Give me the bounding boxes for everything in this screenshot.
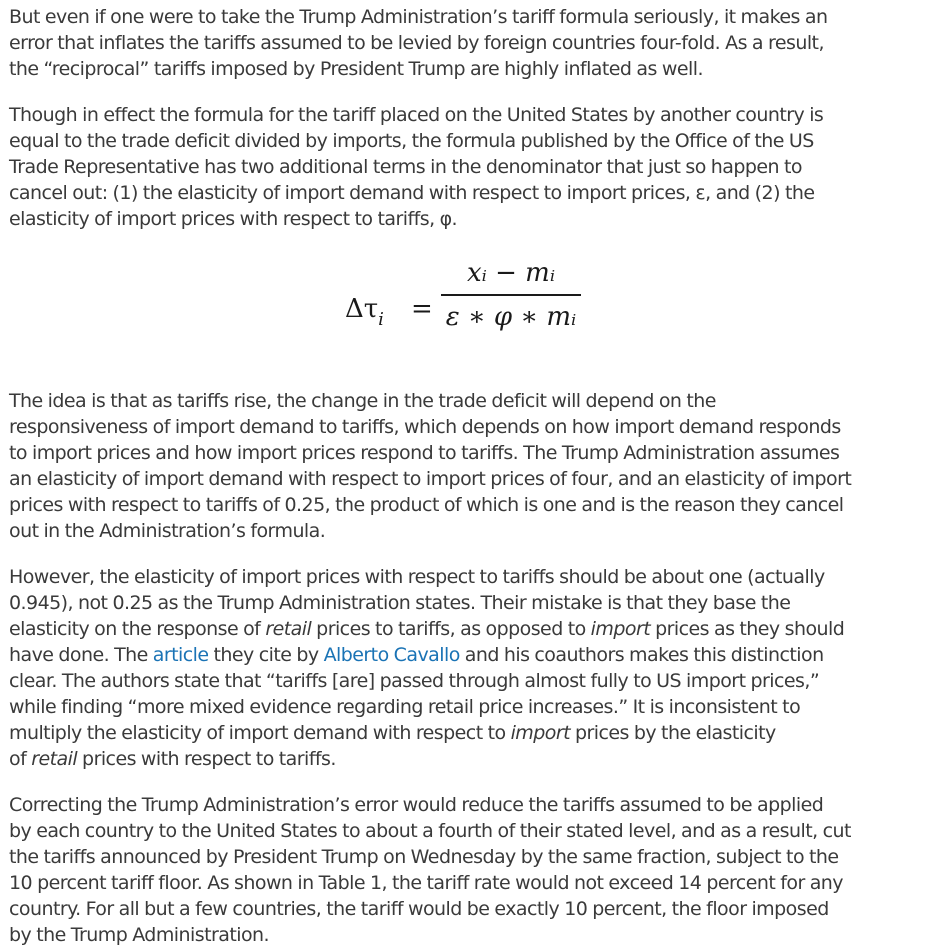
paragraph-4: [9, 564, 929, 772]
text-line: while finding “more mixed evidence regarding retail price increases.” It is inconsistent to: [9, 696, 801, 718]
tariff-formula: [345, 256, 585, 366]
text-run: have done. The: [9, 644, 153, 666]
article-body: [9, 4, 929, 948]
text-line: country. For all but a few countries, the tariff would be exactly 10 percent, the floor imposed: [9, 898, 829, 920]
text-line: error that inflates the tariffs assumed to be levied by foreign countries four-fold. As a result,: [9, 32, 824, 54]
text-run: of: [9, 748, 32, 770]
text-line: cancel out: (1) the elasticity of import demand with respect to import prices, ε, and (2) the: [9, 182, 815, 204]
text-run: prices by the elasticity: [570, 722, 776, 744]
text-run: multiply the elasticity of import demand with respect to: [9, 722, 511, 744]
text-run: they cite by: [208, 644, 324, 666]
text-line: responsiveness of import demand to tariffs, which depends on how import demand responds: [9, 416, 841, 438]
formula-equals: =: [411, 294, 433, 324]
paragraph-5: [9, 792, 929, 948]
formula-lhs-subscript: i: [378, 309, 384, 330]
text-run: and his coauthors makes this distinction: [459, 644, 824, 666]
article-link[interactable]: article: [152, 644, 209, 666]
text-line: Correcting the Trump Administration’s error would reduce the tariffs assumed to be applied: [9, 794, 824, 816]
fraction-bar: [441, 294, 581, 296]
formula-fraction: [441, 256, 581, 334]
formula-denominator: ε ∗ φ ∗ mᵢ: [445, 302, 577, 332]
text-line: [9, 616, 929, 642]
text-line: [9, 720, 929, 746]
text-line: equal to the trade deficit divided by imports, the formula published by the Office of the US: [9, 130, 814, 152]
formula-lhs-symbol: Δτ: [345, 294, 379, 324]
text-line: by each country to the United States to about a fourth of their stated level, and as a result, cut: [9, 820, 851, 842]
text-line: 0.945), not 0.25 as the Trump Administration states. Their mistake is that they base the: [9, 592, 791, 614]
paragraph-1: [9, 4, 929, 82]
formula-lhs: [345, 294, 384, 330]
text-line: But even if one were to take the Trump Administration’s tariff formula seriously, it makes an: [9, 6, 828, 28]
formula-numerator: xᵢ − mᵢ: [466, 258, 556, 288]
formula-block: [9, 232, 929, 388]
text-line: the tariffs announced by President Trump on Wednesday by the same fraction, subject to the: [9, 846, 839, 868]
text-line: [9, 746, 929, 772]
text-run: prices with respect to tariffs.: [77, 748, 336, 770]
text-line: to import prices and how import prices respond to tariffs. The Trump Administration assumes: [9, 442, 840, 464]
text-line: However, the elasticity of import prices with respect to tariffs should be about one (actually: [9, 566, 825, 588]
author-link-alberto-cavallo[interactable]: Alberto Cavallo: [323, 644, 460, 666]
paragraph-3: [9, 388, 929, 544]
emphasis-retail: retail: [265, 618, 312, 640]
text-line: by the Trump Administration.: [9, 924, 270, 946]
paragraph-2: [9, 102, 929, 232]
emphasis-import: import: [510, 722, 570, 744]
text-line: out in the Administration’s formula.: [9, 520, 326, 542]
text-line: prices with respect to tariffs of 0.25, the product of which is one and is the reason they cancel: [9, 494, 844, 516]
text-line: Though in effect the formula for the tariff placed on the United States by another country is: [9, 104, 824, 126]
text-line: [9, 642, 929, 668]
text-line: clear. The authors state that “tariffs [are] passed through almost fully to US import prices,”: [9, 670, 820, 692]
text-line: the “reciprocal” tariffs imposed by President Trump are highly inflated as well.: [9, 58, 703, 80]
text-line: 10 percent tariff floor. As shown in Table 1, the tariff rate would not exceed 14 percent for any: [9, 872, 843, 894]
emphasis-retail: retail: [31, 748, 78, 770]
emphasis-import: import: [590, 618, 651, 640]
text-run: prices to tariffs, as opposed to: [311, 618, 591, 640]
text-line: Trade Representative has two additional terms in the denominator that just so happen to: [9, 156, 802, 178]
text-line: The idea is that as tariffs rise, the change in the trade deficit will depend on the: [9, 390, 716, 412]
text-run: elasticity on the response of: [9, 618, 266, 640]
text-line: an elasticity of import demand with respect to import prices of four, and an elasticity of import: [9, 468, 852, 490]
text-line: elasticity of import prices with respect to tariffs, φ.: [9, 208, 458, 230]
text-run: prices as they should: [650, 618, 845, 640]
